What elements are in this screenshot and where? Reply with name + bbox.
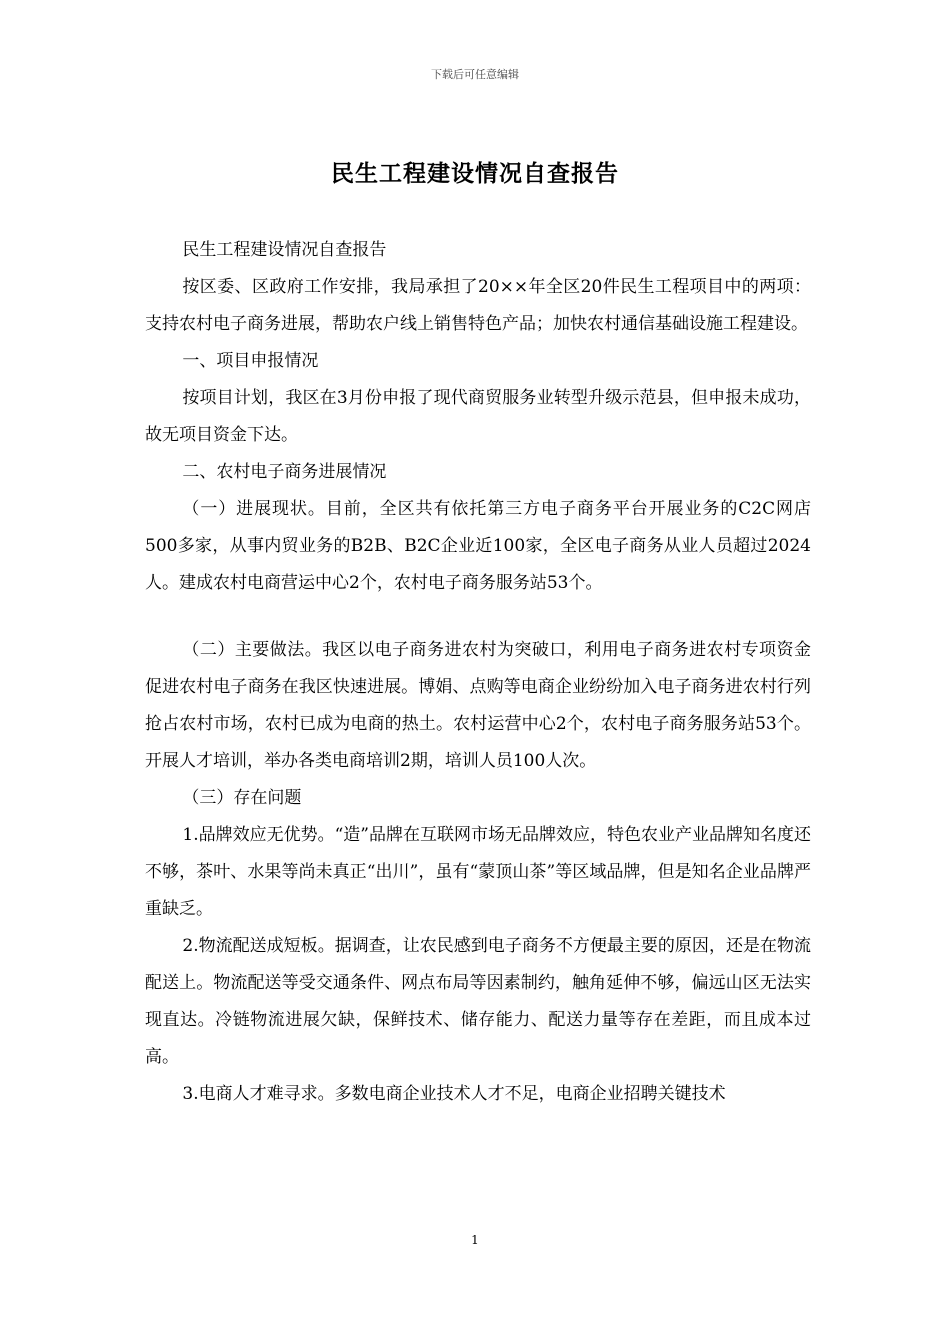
paragraph-current-status: （一）进展现状。目前，全区共有依托第三方电子商务平台开展业务的C2C网店500多家，从事内贸业务的B2B、B2C企业近100家，全区电子商务从业人员超过2024人。建成农村电商营运中心2个，农村电子商务服务站53个。 — [145, 499, 811, 593]
paragraph-main-practices: （二）主要做法。我区以电子商务进农村为突破口，利用电子商务进农村专项资金促进农村电子商务在我区快速进展。博娟、点购等电商企业纷纷加入电子商务进农村行列抢占农村市场，农村已成为电商的热土。农村运营中心2个，农村电子商务服务站53个。开展人才培训，举办各类电商培训2期，培训人员100人次。 — [145, 640, 811, 771]
page-number: 1 — [471, 1233, 479, 1247]
subsection-heading-problems: （三）存在问题 — [182, 788, 302, 808]
paragraph-intro: 按区委、区政府工作安排，我局承担了20××年全区20件民生工程项目中的两项：支持农村电子商务进展，帮助农户线上销售特色产品；加快农村通信基础设施工程建设。 — [145, 277, 811, 334]
document-body — [145, 232, 811, 1113]
page-header-note: 下载后可任意编辑 — [431, 68, 519, 81]
section-heading-project-application: 一、项目申报情况 — [182, 351, 319, 371]
section-heading-ecommerce-progress: 二、农村电子商务进展情况 — [182, 462, 387, 482]
paragraph-problem-logistics: 2.物流配送成短板。据调查，让农民感到电子商务不方便最主要的原因，还是在物流配送上。物流配送等受交通条件、网点布局等因素制约，触角延伸不够，偏远山区无法实现直达。冷链物流进展欠缺，保鲜技术、储存能力、配送力量等存在差距，而且成本过高。 — [145, 936, 811, 1067]
paragraph-problem-brand: 1.品牌效应无优势。“造”品牌在互联网市场无品牌效应，特色农业产业品牌知名度还不够，茶叶、水果等尚未真正“出川”，虽有“蒙顶山茶”等区域品牌，但是知名企业品牌严重缺乏。 — [145, 825, 811, 919]
paragraph-subtitle: 民生工程建设情况自查报告 — [182, 240, 387, 260]
document-title: 民生工程建设情况自查报告 — [331, 160, 619, 187]
paragraph-problem-talent: 3.电商人才难寻求。多数电商企业技术人才不足，电商企业招聘关键技术 — [182, 1084, 726, 1104]
paragraph-project-application: 按项目计划，我区在3月份申报了现代商贸服务业转型升级示范县，但申报未成功，故无项目资金下达。 — [145, 388, 811, 445]
